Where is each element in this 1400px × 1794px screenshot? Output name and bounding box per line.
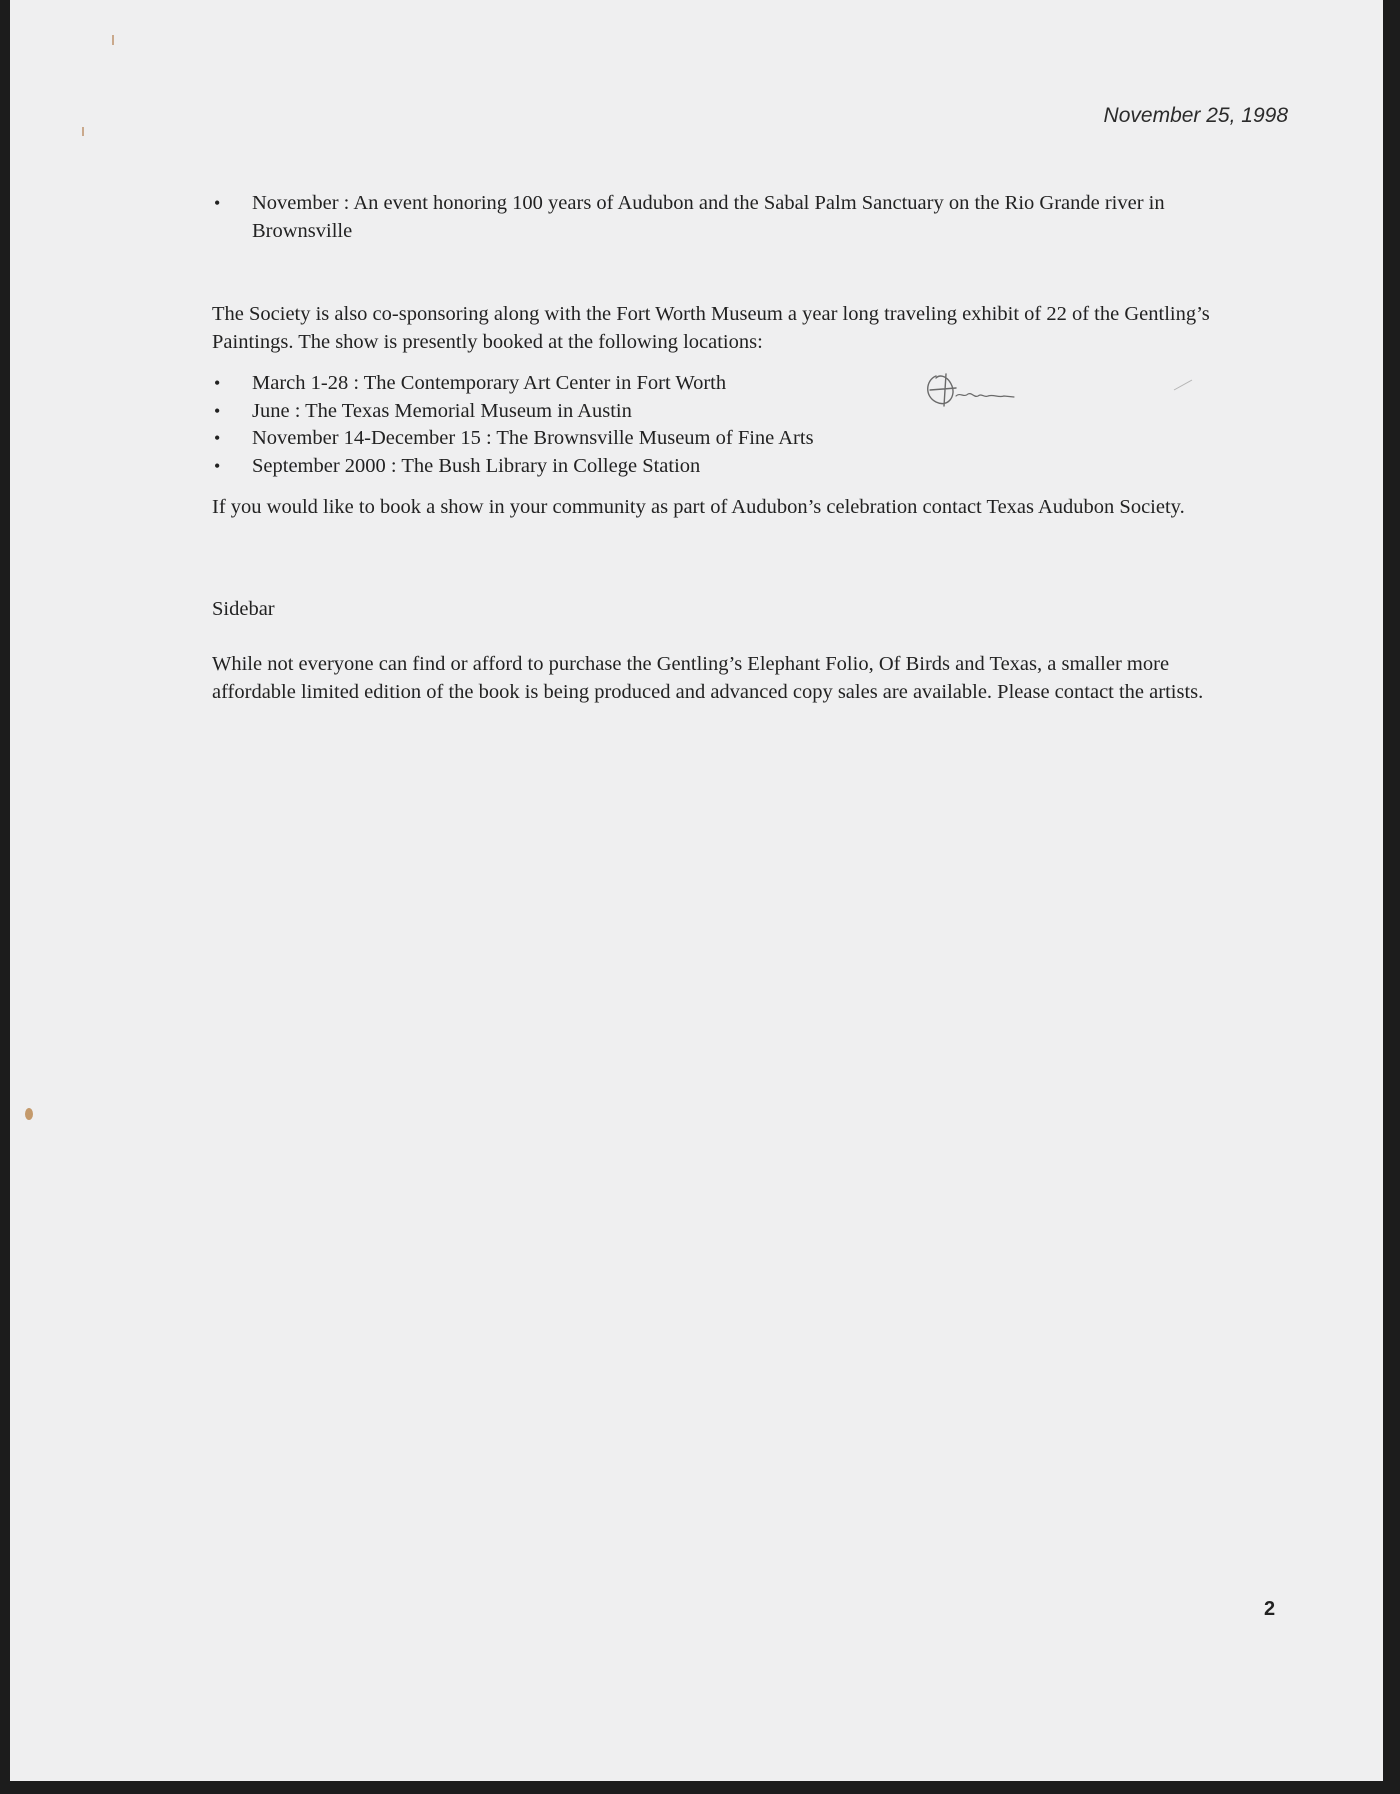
list-item xyxy=(212,453,1242,481)
exhibit-intro-paragraph: The Society is also co-sponsoring along with the Fort Worth Museum a year long traveling exhibit of 22 of the Gentling’s Paintings. The show is presently booked at the following locations: xyxy=(212,303,1210,353)
location-list xyxy=(212,370,1242,480)
paper-stain xyxy=(22,1106,36,1122)
bullet-icon: • xyxy=(214,400,221,421)
location-text: November 14-December 15 : The Brownsville Museum of Fine Arts xyxy=(252,427,814,449)
list-item xyxy=(212,190,1242,245)
list-item xyxy=(212,425,1242,453)
document-date: November 25, 1998 xyxy=(1103,104,1288,127)
page-number: 2 xyxy=(1264,1598,1276,1620)
bullet-icon: • xyxy=(214,428,221,448)
location-text: March 1-28 : The Contemporary Art Center in Fort Worth xyxy=(252,372,727,394)
document-page xyxy=(10,0,1383,1781)
sidebar-body: While not everyone can find or afford to purchase the Gentling’s Elephant Folio, Of Birds and Texas, a smaller more affordable limited edition of the book is being produced and advanced copy sales are available. Please contact the artists. xyxy=(212,653,1204,703)
bullet-icon: • xyxy=(214,455,221,476)
booking-contact-paragraph: If you would like to book a show in your community as part of Audubon’s celebration contact Texas Audubon Society. xyxy=(212,496,1185,518)
list-item xyxy=(212,370,1242,398)
edge-mark xyxy=(80,126,86,138)
edge-mark xyxy=(110,34,116,46)
event-list xyxy=(212,190,1242,245)
bullet-icon: • xyxy=(214,373,221,393)
bullet-icon: • xyxy=(214,193,221,213)
sidebar-heading: Sidebar xyxy=(212,597,275,620)
list-item xyxy=(212,398,1242,426)
location-text: September 2000 : The Bush Library in College Station xyxy=(252,454,701,477)
document-body xyxy=(212,190,1242,706)
event-text: November : An event honoring 100 years of Audubon and the Sabal Palm Sanctuary on the Rio Grande river in Brownsville xyxy=(252,192,1165,242)
location-text: June : The Texas Memorial Museum in Austin xyxy=(252,399,632,422)
